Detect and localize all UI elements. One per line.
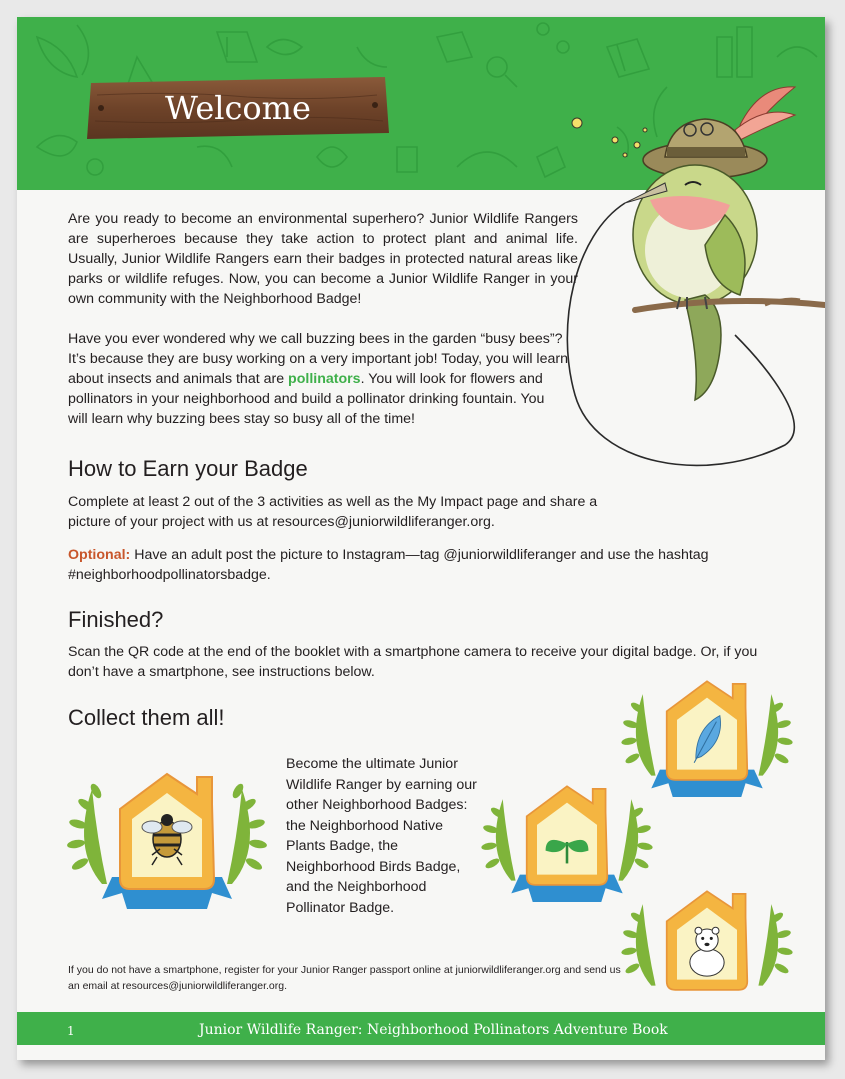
optional-note <box>68 545 768 585</box>
feather-badge-icon <box>617 677 797 797</box>
collect-text: Become the ultimate Junior Wildlife Ranger by earning our other Neighborhood Badges: the Neighborhood Native Plants Badge, the Neighborhood Birds Badge, and the Neighborhood Pollinator Badge. <box>286 756 477 916</box>
collect-heading: Collect them all! <box>68 705 225 730</box>
finished-heading: Finished? <box>68 607 164 632</box>
footer-title: Junior Wildlife Ranger: Neighborhood Pollinators Adventure Book <box>199 1022 668 1038</box>
page-number: 1 <box>67 1024 75 1038</box>
finished-text: Scan the QR code at the end of the booklet with a smartphone camera to receive your digital badge. Or, if you don’t have a smartphone, see instructions below. <box>68 644 758 680</box>
hummingbird-ranger-illustration <box>565 85 825 485</box>
optional-text: Have an adult post the picture to Instagram—tag @juniorwildliferanger and use the hashtag #neighborhoodpollinatorsbadge. <box>68 547 709 583</box>
intro-paragraph-1: Are you ready to become an environmental superhero? Junior Wildlife Rangers are superheroes because they take action to protect plant and animal life. Usually, Junior Wildlife Rangers earn their badges in protected natural areas like parks or wildlife refuges. Now, you can become a Junior Wildlife Ranger in your own community with the Neighborhood Badge! <box>68 211 578 307</box>
intro-paragraph-2 <box>68 329 568 429</box>
earn-badge-text: Complete at least 2 out of the 3 activities as well as the My Impact page and share a picture of your project with us at resources@juniorwildliferanger.org. <box>68 494 598 530</box>
earn-badge-heading: How to Earn your Badge <box>68 456 308 481</box>
intro-paragraph-2-start: Have you ever wondered why we call buzzing bees in the garden “busy bees”? It’s because they are busy working on a very important job! Today, you will learn about insects and animals that are <box>68 331 568 387</box>
bee-badge-icon <box>62 769 272 909</box>
pollinators-highlight: pollinators <box>288 371 361 387</box>
optional-label: Optional: <box>68 547 131 563</box>
smartphone-note: If you do not have a smartphone, register for your Junior Ranger passport online at juniorwildliferanger.org and send us an email at resources@juniorwildliferanger.org. <box>68 964 621 992</box>
page <box>17 17 825 1060</box>
polar-bear-badge-icon <box>617 887 797 1007</box>
page-title: Welcome <box>165 89 311 127</box>
intro-paragraph-2-end: . You will look for flowers and pollinators in your neighborhood and build a pollinator drinking fountain. You will learn why buzzing bees stay so busy all of the time! <box>68 371 545 427</box>
sprout-badge-icon <box>477 782 657 902</box>
